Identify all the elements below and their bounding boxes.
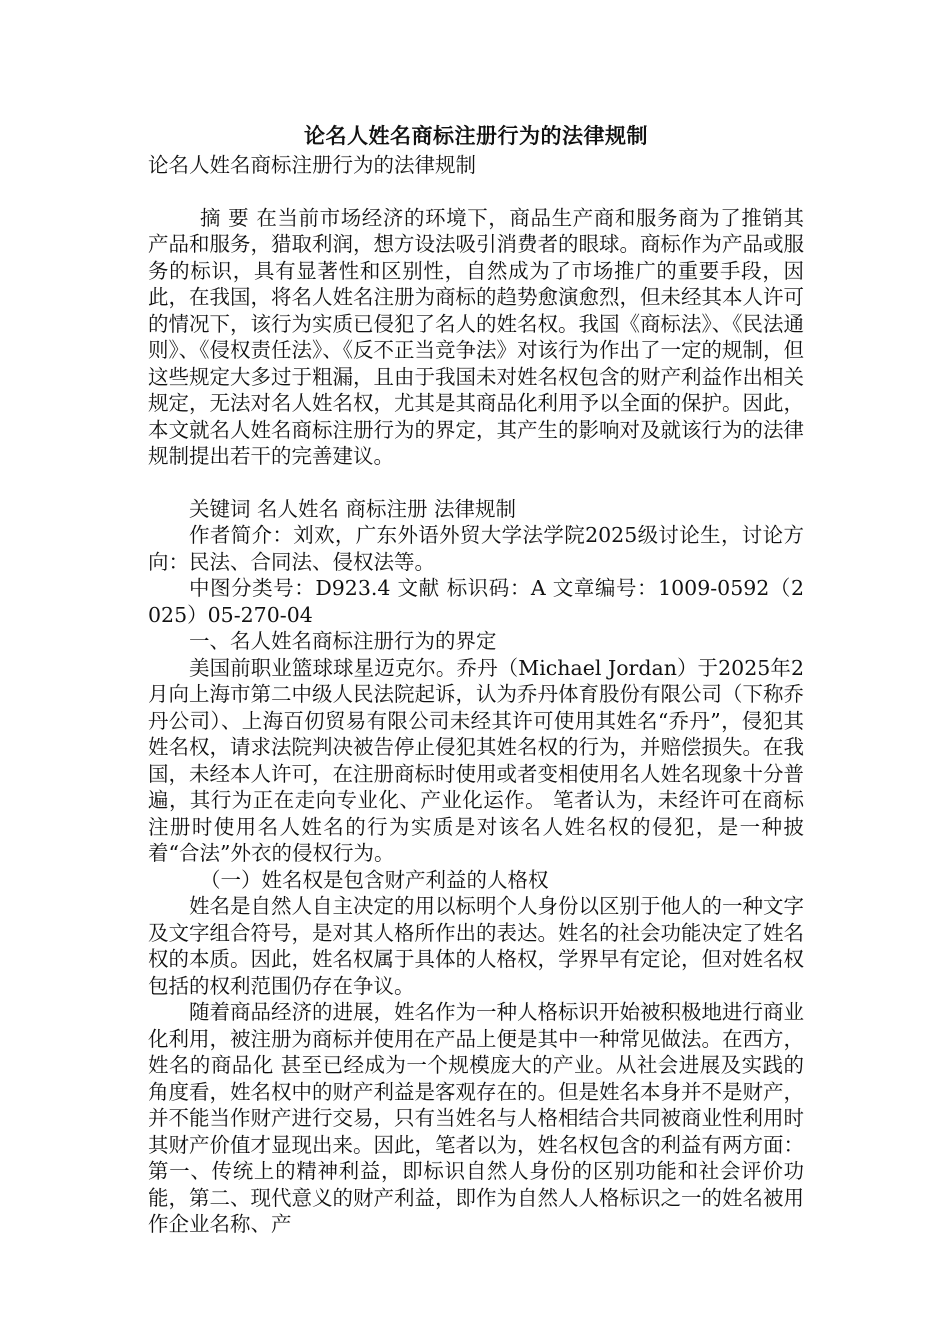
body-paragraph: 随着商品经济的进展，姓名作为一种人格标识开始被积极地进行商业化利用，被注册为商标并使用在产品上便是其中一种常见做法。在西方， 姓名的商品化 甚至已经成为一个规模庞大的产业。从社会进展及实践的角度看，姓名权中的财产利益是客观存在的。但是姓名本身并不是财产，并不能当作财产进行交易，只有当姓名与人格相结合共同被商业性利用时其财产价值才显现出来。因此，笔者以为，姓名权包含的利益有两方面：第一、传统上的精神利益，即标识自然人身份的区别功能和社会评价功能，第二、现代意义的财产利益，即作为自然人人格标识之一的姓名被用作企业名称、产	[148, 1000, 804, 1236]
author-info: 作者简介：刘欢，广东外语外贸大学法学院2025级讨论生，讨论方向：民法、合同法、侵权法等。	[148, 523, 804, 574]
document-title: 论名人姓名商标注册行为的法律规制	[304, 123, 648, 148]
spacer	[148, 470, 804, 496]
document-subtitle: 论名人姓名商标注册行为的法律规制	[148, 153, 476, 177]
abstract-paragraph: 摘 要 在当前市场经济的环境下，商品生产商和服务商为了推销其产品和服务，猎取利润，想方设法吸引消费者的眼球。商标作为产品或服务的标识，具有显著性和区别性，自然成为了市场推广的重要手段，因此，在我国，将名人姓名注册为商标的趋势愈演愈烈，但未经其本人许可的情况下，该行为实质已侵犯了名人的姓名权。我国《商标法》、《民法通则》、《侵权责任法》、《反不正当竞争法》对该行为作出了一定的规制，但这些规定大多过于粗漏，且由于我国未对姓名权包含的财产利益作出相关规定，无法对名人姓名权，尤其是其商品化利用予以全面的保护。因此，本文就名人姓名商标注册行为的界定，其产生的影响对及就该行为的法律规制提出若干的完善建议。	[148, 205, 804, 468]
section-heading: 一、名人姓名商标注册行为的界定	[189, 629, 497, 653]
body-paragraph: 美国前职业篮球球星迈克尔。乔丹（Michael Jordan）于2025年2月向上海市第二中级人民法院起诉，认为乔丹体育股份有限公司（下称乔丹公司）、上海百仞贸易有限公司未经其许可使用其姓名“乔丹”，侵犯其姓名权，请求法院判决被告停止侵犯其姓名权的行为，并赔偿损失。在我国，未经本人许可，在注册商标时使用或者变相使用名人姓名现象十分普遍，其行为正在走向专业化、产业化运作。 笔者认为，未经许可在商标注册时使用名人姓名的行为实质是对该名人姓名权的侵犯，是一种披着“合法”外衣的侵权行为。	[148, 655, 804, 865]
document-page	[148, 122, 804, 1238]
spacer	[148, 179, 804, 205]
keywords-line: 关键词 名人姓名 商标注册 法律规制	[189, 496, 517, 521]
classification-info: 中图分类号：D923.4 文献 标识码：A 文章编号：1009-0592（2025）05-270-04	[148, 576, 804, 627]
subsection-heading: （一）姓名权是包含财产利益的人格权	[200, 867, 549, 892]
body-paragraph: 姓名是自然人自主决定的用以标明个人身份以区别于他人的一种文字及文字组合符号，是对其人格所作出的表达。姓名的社会功能决定了姓名权的本质。因此，姓名权属于具体的人格权，学界早有定论，但对姓名权包括的权利范围仍存在争议。	[148, 894, 804, 998]
